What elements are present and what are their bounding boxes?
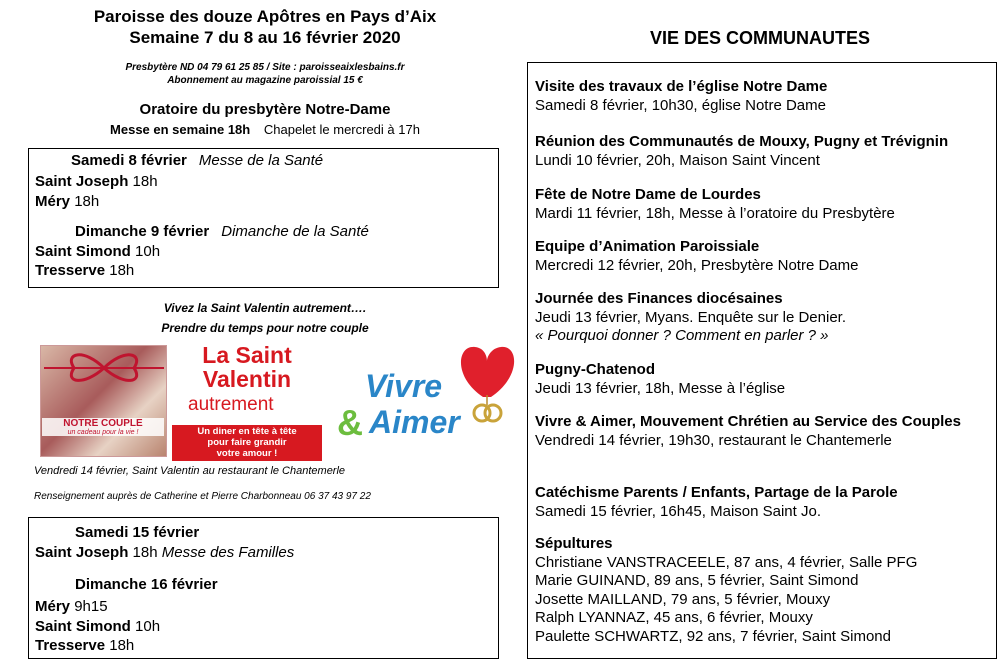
item-heading: Equipe d’Animation Paroissiale [535,238,760,255]
mass-line [35,637,134,654]
oratoire-schedule [40,120,490,140]
item-heading: Pugny-Chatenod [535,361,655,378]
mass-line [35,618,160,635]
mass-schedule-week1 [28,148,499,288]
item-line: Vendredi 14 février, 19h30, restaurant le Chantemerle [535,431,892,449]
mass-line [35,243,160,260]
item-line: Lundi 10 février, 20h, Maison Saint Vincent [535,151,820,169]
oratoire-title: Oratoire du presbytère Notre-Dame [139,101,391,118]
mass-line [35,193,99,210]
ring-icon [485,405,501,421]
poster-banner-line2: pour faire grandir [207,437,287,448]
ribbon-bow-icon [44,348,164,388]
item-line: Mercredi 12 février, 20h, Presbytère Notre Dame [535,256,859,274]
photo-caption-title: NOTRE COUPLE [63,418,143,429]
communities-title: VIE DES COMMUNAUTES [649,28,871,48]
mass-time: 18h [132,544,158,561]
poster-title-line2: Valentin [202,366,292,392]
sunday-date: Dimanche 9 février [75,223,210,240]
item-line: Mardi 11 février, 18h, Messe à l’oratoire du Presbytère [535,204,895,222]
vivre-aimer-logo [335,335,525,450]
presbytery-contact: Presbytère ND 04 79 61 25 85 / Site : paroisseaixlesbains.fr [125,62,405,73]
heart-icon [461,347,514,397]
burial-line: Ralph LYANNAZ, 45 ans, 6 février, Mouxy [535,609,813,626]
mass-time: 10h [135,243,161,260]
saturday-heading [75,524,199,541]
poster-banner-line3: votre amour ! [216,448,278,459]
photo-caption [42,418,164,436]
mass-place: Saint Joseph [35,173,129,190]
sunday-heading [75,223,369,240]
mass-place: Méry [35,598,71,615]
sunday-date: Dimanche 16 février [75,576,218,593]
community-item [535,361,990,398]
chapelet: Chapelet le mercredi à 17h [263,122,420,137]
saturday-date: Samedi 8 février [71,152,187,169]
community-item [535,413,990,450]
item-heading: Visite des travaux de l’église Notre Dame [535,78,828,95]
item-heading: Journée des Finances diocésaines [535,290,783,307]
item-heading: Vivre & Aimer, Mouvement Chrétien au Service des Couples [535,413,961,430]
valentin-contact: Renseignement auprès de Catherine et Pierre Charbonneau 06 37 43 97 22 [34,491,371,502]
mass-line [35,262,134,279]
logo-ampersand: & [337,402,363,443]
burial-line: Paulette SCHWARTZ, 92 ans, 7 février, Saint Simond [535,627,891,645]
valentin-event: Vendredi 14 février, Saint Valentin au restaurant le Chantemerle [34,465,346,477]
community-item [535,133,990,170]
weekday-mass: Messe en semaine 18h [110,122,251,137]
mass-place: Saint Joseph [35,544,129,561]
item-line: Jeudi 13 février, 18h, Messe à l’église [535,379,786,397]
community-item [535,238,990,275]
saturday-date: Samedi 15 février [75,524,200,541]
item-line: Samedi 8 février, 10h30, église Notre Dame [535,96,826,114]
mass-line [35,544,294,561]
item-heading: Catéchisme Parents / Enfants, Partage de la Parole [535,484,898,501]
parish-name: Paroisse des douze Apôtres en Pays d’Aix [93,7,437,26]
burials-section [535,535,990,646]
item-heading: Fête de Notre Dame de Lourdes [535,186,761,203]
mass-place: Tresserve [35,637,106,654]
sunday-note: Dimanche de la Santé [221,223,369,240]
valentin-intro-line2: Prendre du temps pour notre couple [161,321,369,335]
burial-line: Josette MAILLAND, 79 ans, 5 février, Mouxy [535,590,831,608]
poster-subtitle: autrement [188,394,274,415]
mass-note: Messe des Familles [161,544,295,561]
item-heading: Réunion des Communautés de Mouxy, Pugny et Trévignin [535,133,949,150]
community-item [535,186,990,223]
logo-word-vivre: Vivre [365,368,443,404]
poster-banner-line1: Un diner en tête à tête [197,426,297,437]
saturday-note: Messe de la Santé [198,152,324,169]
parish-header [40,6,490,48]
mass-schedule-week2 [28,517,499,659]
magazine-subscription: Abonnement au magazine paroissial 15 € [167,75,363,86]
poster-title [172,343,322,391]
burial-line: Marie GUINAND, 89 ans, 5 février, Saint Simond [535,572,859,589]
mass-time: 18h [109,637,135,654]
saturday-heading [71,152,323,169]
poster-title-line1: La Saint [202,342,292,368]
mass-time: 10h [135,618,161,635]
oratoire-block [40,100,490,140]
mass-line [35,598,108,615]
mass-place: Méry [35,193,71,210]
photo-caption-sub: un cadeau pour la vie ! [67,429,139,436]
mass-place: Saint Simond [35,618,131,635]
communities-box [527,62,997,659]
valentin-intro [40,298,490,338]
community-item [535,484,990,521]
mass-place: Saint Simond [35,243,131,260]
item-heading: Sépultures [535,535,613,552]
logo-word-aimer: Aimer [369,404,460,440]
item-quote: « Pourquoi donner ? Comment en parler ? » [535,327,829,344]
sunday-heading [75,576,218,593]
mass-time: 18h [109,262,135,279]
burial-line: Christiane VANSTRACEELE, 87 ans, 4 février, Salle PFG [535,553,918,571]
contact-block [40,61,490,87]
mass-time: 18h [74,193,100,210]
mass-time: 9h15 [74,598,108,615]
item-line: Samedi 15 février, 16h45, Maison Saint Jo. [535,502,821,520]
item-line: Jeudi 13 février, Myans. Enquête sur le Denier. [535,308,847,326]
valentin-intro-line1: Vivez la Saint Valentin autrement…. [163,301,367,315]
mass-time: 18h [132,173,158,190]
mass-place: Tresserve [35,262,106,279]
poster-banner [172,425,322,461]
mass-line [35,173,158,190]
week-title: Semaine 7 du 8 au 16 février 2020 [129,28,401,47]
community-item [535,78,990,115]
community-item [535,290,990,346]
